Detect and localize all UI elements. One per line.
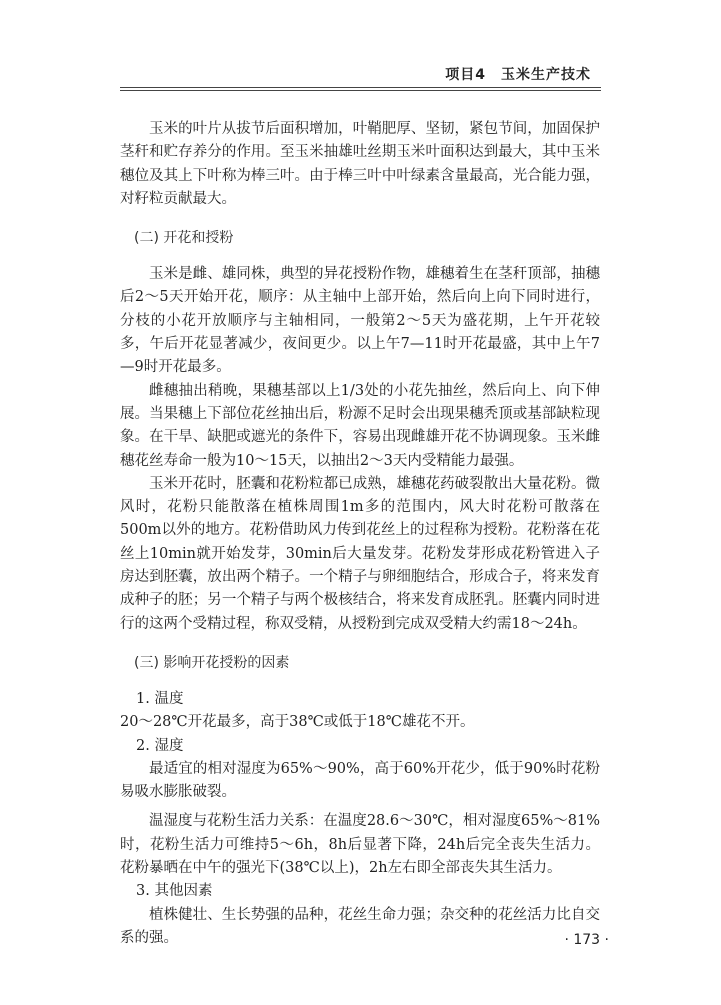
page-body [120, 118, 600, 950]
paragraph: 玉米的叶片从拔节后面积增加，叶鞘肥厚、坚韧，紧包节间，加固保护茎秆和贮存养分的作用。至玉米抽雄吐丝期玉米叶面积达到最大，其中玉米穗位及其上下叶称为棒三叶。由于棒三叶中叶绿素含量最高，光合能力强，对籽粒贡献最大。 [120, 121, 600, 207]
paragraph: 温湿度与花粉生活力关系：在温度28.6～30℃，相对湿度65%～81%时，花粉生活力可维持5～6h，8h后显著下降，24h后完全丧失生活力。花粉暴晒在中午的强光下(38℃以上)，2h左右即全部丧失其生活力。 [120, 813, 600, 877]
header-rule [120, 87, 601, 89]
paragraph: 20～28℃开花最多，高于38℃或低于18℃雄花不开。 [120, 714, 475, 731]
subsection-heading: 2. 湿度 [136, 737, 184, 754]
subsection-heading: 1. 温度 [136, 690, 184, 707]
running-header [120, 58, 601, 90]
paragraph: 雌穗抽出稍晚，果穗基部以上1/3处的小花先抽丝，然后向上、向下伸展。当果穗上下部位花丝抽出后，粉源不足时会出现果穗秃顶或基部缺粒现象。在干旱、缺肥或遮光的条件下，容易出现雌雄开花不协调现象。玉米雌穗花丝寿命一般为10～15天，以抽出2～3天内受精能力最强。 [120, 382, 600, 469]
section-heading: (二) 开花和授粉 [134, 230, 234, 247]
paragraph: 最适宜的相对湿度为65%～90%，高于60%开花少，低于90%时花粉易吸水膨胀破裂。 [120, 760, 600, 801]
section-heading: (三) 影响开花授粉的因素 [134, 654, 290, 671]
page-number: · 173 · [564, 932, 609, 948]
subsection-heading: 3. 其他因素 [136, 883, 213, 900]
header-rule-thin [120, 90, 601, 91]
paragraph: 植株健壮、生长势强的品种，花丝生命力强；杂交种的花丝活力比自交系的强。 [120, 906, 600, 946]
header-title: 项目4 玉米生产技术 [445, 67, 591, 83]
paragraph: 玉米开花时，胚囊和花粉粒都已成熟，雄穗花药破裂散出大量花粉。微风时，花粉只能散落在植株周围1m多的范围内，风大时花粉可散落在500m以外的地方。花粉借助风力传到花丝上的过程称为授粉。花粉落在花丝上10min就开始发芽，30min后大量发芽。花粉发芽形成花粉管进入子房达到胚囊，放出两个精子。一个精子与卵细胞结合，形成合子，将来发育成种子的胚；另一个精子与两个极核结合，将来发育成胚乳。胚囊内同时进行的这两个受精过程，称双受精，从授粉到完成双受精大约需18～24h。 [120, 475, 600, 632]
paragraph: 玉米是雌、雄同株，典型的异花授粉作物，雄穗着生在茎秆顶部，抽穗后2～5天开始开花，顺序：从主轴中上部开始，然后向上向下同时进行，分枝的小花开放顺序与主轴相同，一般第2～5天为盛花期，上午开花较多，午后开花显著减少，夜间更少。以上午7—11时开花最盛，其中上午7—9时开花最多。 [120, 266, 600, 376]
